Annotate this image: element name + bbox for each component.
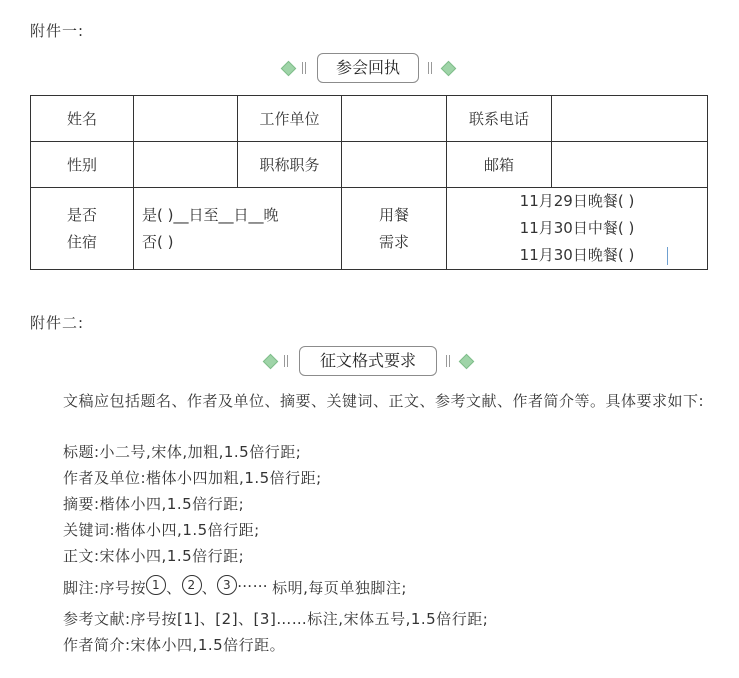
phone-label: 联系电话 xyxy=(447,96,552,142)
meal-option[interactable]: 11月30日晚餐( ) xyxy=(519,246,635,264)
pipe-icon xyxy=(284,355,288,367)
separator: 、 xyxy=(201,579,218,597)
circled-number: 2 xyxy=(182,575,202,595)
attachment1-title-row xyxy=(0,53,739,83)
lodging-label-line2: 住宿 xyxy=(66,232,97,251)
meal-label-line2: 需求 xyxy=(378,232,409,251)
requirement-item: 作者及单位:楷体小四加粗,1.5倍行距; xyxy=(63,469,322,487)
pipe-icon xyxy=(302,62,306,74)
name-label: 姓名 xyxy=(31,96,134,142)
diamond-icon xyxy=(263,354,279,370)
attachment1-label: 附件一: xyxy=(30,22,85,40)
gender-label: 性别 xyxy=(31,142,134,188)
attachment1-title: 参会回执 xyxy=(317,53,419,83)
table-row xyxy=(31,142,708,188)
position-field[interactable] xyxy=(342,142,447,188)
ellipsis: …… xyxy=(237,573,269,591)
attachment2-label: 附件二: xyxy=(30,314,85,332)
lodging-label-line1: 是否 xyxy=(66,205,97,224)
meal-option[interactable]: 11月29日晚餐( ) xyxy=(519,192,635,210)
text-cursor xyxy=(667,247,668,265)
attendance-form-table xyxy=(30,95,708,270)
diamond-icon xyxy=(281,61,297,77)
email-label: 邮箱 xyxy=(447,142,552,188)
circled-number: 3 xyxy=(217,575,237,595)
diamond-icon xyxy=(459,354,475,370)
lodging-field[interactable] xyxy=(134,188,342,270)
lodging-label xyxy=(31,188,134,270)
table-row xyxy=(31,96,708,142)
email-field[interactable] xyxy=(552,142,708,188)
attachment2-title: 征文格式要求 xyxy=(299,346,437,376)
attachment2-title-row xyxy=(0,346,739,376)
meal-option[interactable]: 11月30日中餐( ) xyxy=(519,219,635,237)
meal-label-line1: 用餐 xyxy=(378,205,409,224)
pipe-icon xyxy=(446,355,450,367)
intro-paragraph: 文稿应包括题名、作者及单位、摘要、关键词、正文、参考文献、作者简介等。具体要求如下: xyxy=(63,392,705,410)
meal-field[interactable] xyxy=(447,188,708,270)
gender-field[interactable] xyxy=(134,142,238,188)
pipe-icon xyxy=(428,62,432,74)
meal-label xyxy=(342,188,447,270)
diamond-icon xyxy=(441,61,457,77)
lodging-no-option[interactable]: 否( ) xyxy=(142,232,174,251)
requirement-item: 关键词:楷体小四,1.5倍行距; xyxy=(63,521,260,539)
references-line: 参考文献:序号按[1]、[2]、[3]……标注,宋体五号,1.5倍行距; xyxy=(63,610,489,628)
table-row xyxy=(31,188,708,270)
footnote-prefix: 脚注:序号按 xyxy=(63,579,147,597)
bio-line: 作者简介:宋体小四,1.5倍行距。 xyxy=(63,636,286,654)
phone-field[interactable] xyxy=(552,96,708,142)
requirement-item: 摘要:楷体小四,1.5倍行距; xyxy=(63,495,245,513)
footnote-suffix: 标明,每页单独脚注; xyxy=(272,579,407,597)
position-label: 职称职务 xyxy=(238,142,342,188)
circled-number: 1 xyxy=(146,575,166,595)
name-field[interactable] xyxy=(134,96,238,142)
unit-field[interactable] xyxy=(342,96,447,142)
requirement-item: 标题:小二号,宋体,加粗,1.5倍行距; xyxy=(63,443,302,461)
unit-label: 工作单位 xyxy=(238,96,342,142)
lodging-yes-option[interactable]: 是( )__日至__日__晚 xyxy=(142,205,279,224)
separator: 、 xyxy=(166,579,182,597)
footnote-line xyxy=(63,573,407,598)
requirement-item: 正文:宋体小四,1.5倍行距; xyxy=(63,547,245,565)
